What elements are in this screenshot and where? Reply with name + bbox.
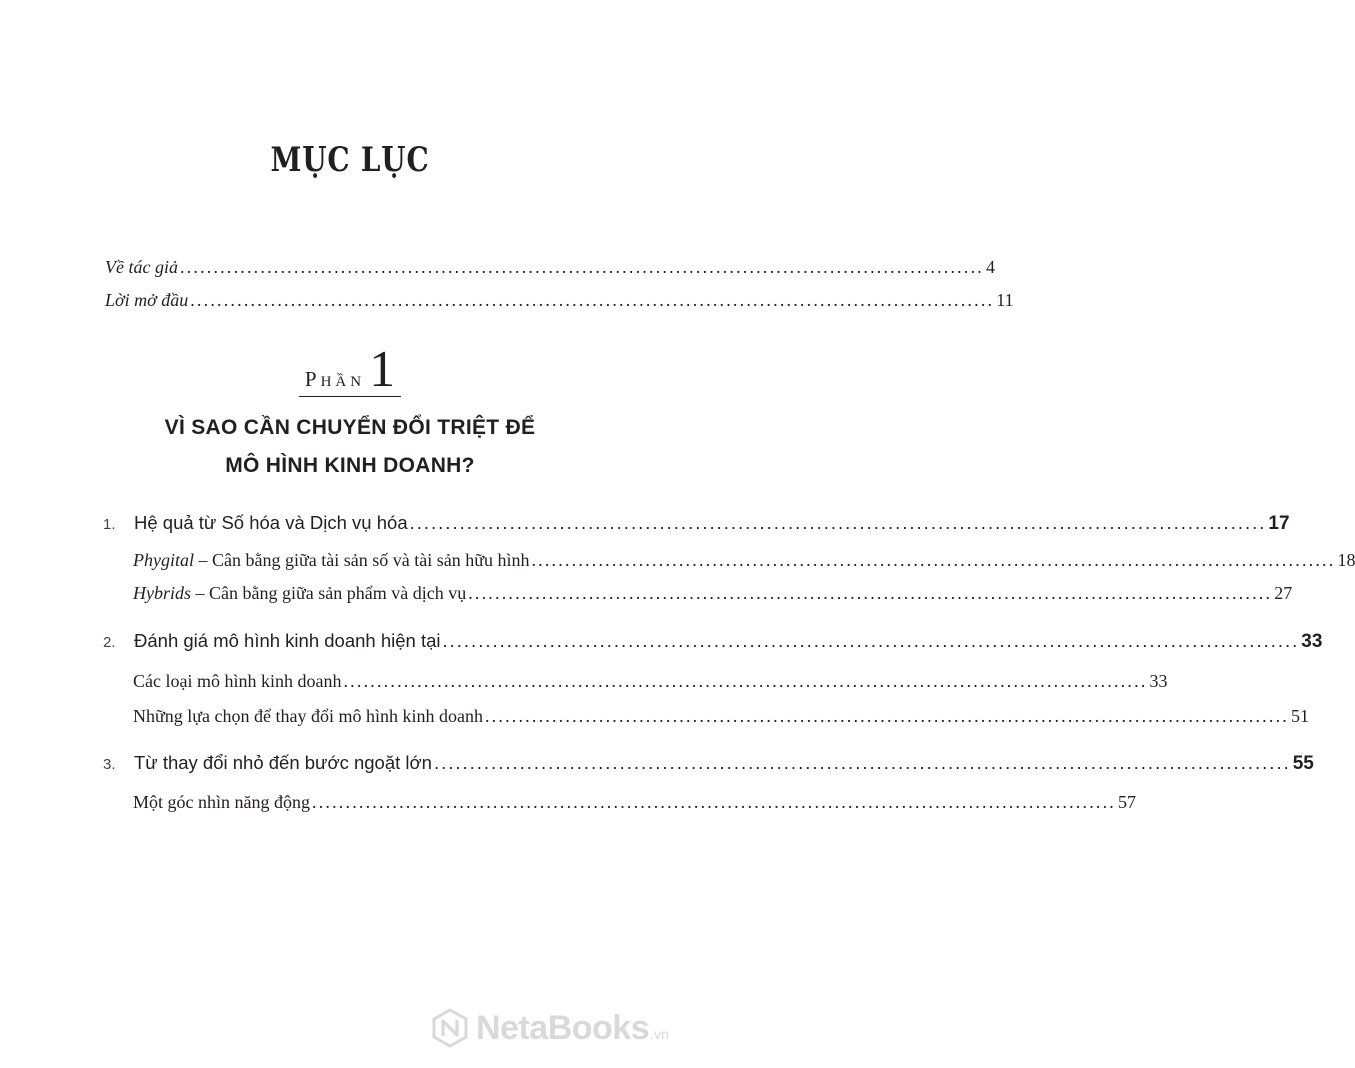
section-title-italic: Phygital [133, 550, 194, 570]
part-title [0, 409, 700, 485]
toc-page-number: 18 [1337, 550, 1355, 570]
chapter-title: Đánh giá mô hình kinh doanh hiện tại [134, 630, 441, 651]
dot-leader: ........................................................................................................................ [179, 257, 984, 277]
dot-leader: ........................................................................................................................ [442, 630, 1300, 651]
toc-page-number: 33 [1301, 631, 1323, 652]
toc-entry-label: Lời mở đầu [105, 290, 189, 310]
toc-section-dynamic-view[interactable] [133, 792, 1136, 813]
part-title-line: VÌ SAO CẦN CHUYỂN ĐỔI TRIỆT ĐỂ [164, 416, 536, 439]
section-title: Các loại mô hình kinh doanh [133, 671, 342, 691]
toc-page-number: 51 [1290, 706, 1309, 726]
toc-section-model-types[interactable] [133, 671, 1168, 692]
part-number: 1 [369, 341, 396, 398]
dot-leader: ........................................................................................................................ [409, 512, 1267, 533]
chapter-number: 2. [103, 634, 116, 651]
dot-leader: ........................................................................................................................ [531, 550, 1336, 570]
section-title [133, 583, 466, 604]
dot-leader: ........................................................................................................................ [343, 671, 1148, 691]
toc-section-phygital[interactable] [133, 550, 1355, 571]
section-title [133, 550, 529, 571]
part-title-line: MÔ HÌNH KINH DOANH? [225, 454, 475, 477]
section-title: Những lựa chọn để thay đổi mô hình kinh doanh [133, 706, 483, 726]
toc-page-number: 11 [996, 290, 1014, 310]
toc-section-hybrids[interactable] [133, 583, 1293, 604]
toc-page-number: 17 [1268, 513, 1290, 534]
watermark-suffix: .vn [650, 1026, 669, 1042]
section-title-rest: – Cân bằng giữa tài sản số và tài sản hữu hình [194, 550, 530, 570]
chapter-title: Hệ quả từ Số hóa và Dịch vụ hóa [134, 512, 408, 533]
dot-leader: ........................................................................................................................ [312, 792, 1116, 812]
section-title-italic: Hybrids [133, 583, 191, 603]
netabooks-logo-icon [430, 1008, 470, 1048]
part-heading [0, 341, 700, 398]
toc-page-number: 57 [1118, 792, 1136, 812]
page-title: MỤC LỤC [270, 140, 430, 180]
toc-chapter-2[interactable] [103, 630, 1323, 653]
toc-section-model-choices[interactable] [133, 706, 1309, 727]
chapter-number: 1. [103, 516, 116, 533]
netabooks-watermark [430, 1008, 669, 1048]
dot-leader: ........................................................................................................................ [433, 752, 1291, 773]
part-word: Phần [304, 367, 366, 391]
dot-leader: ........................................................................................................................ [190, 290, 995, 310]
toc-chapter-1[interactable] [103, 512, 1290, 535]
toc-page-number: 33 [1149, 671, 1168, 691]
toc-entry-about-author[interactable] [105, 257, 995, 278]
watermark-brand: NetaBooks [476, 1008, 650, 1047]
dot-leader: ........................................................................................................................ [484, 706, 1289, 726]
toc-entry-preface[interactable] [105, 290, 1014, 311]
section-title-rest: – Cân bằng giữa sản phẩm và dịch vụ [191, 583, 467, 603]
toc-chapter-3[interactable] [103, 752, 1314, 775]
toc-page-number: 27 [1274, 583, 1293, 603]
section-title: Một góc nhìn năng động [133, 792, 310, 812]
toc-page-number: 4 [985, 257, 995, 277]
toc-page-number: 55 [1292, 753, 1314, 774]
toc-entry-label: Về tác giả [105, 257, 178, 277]
dot-leader: ........................................................................................................................ [468, 583, 1273, 603]
chapter-number: 3. [103, 756, 116, 773]
chapter-title: Từ thay đổi nhỏ đến bước ngoặt lớn [134, 752, 432, 773]
